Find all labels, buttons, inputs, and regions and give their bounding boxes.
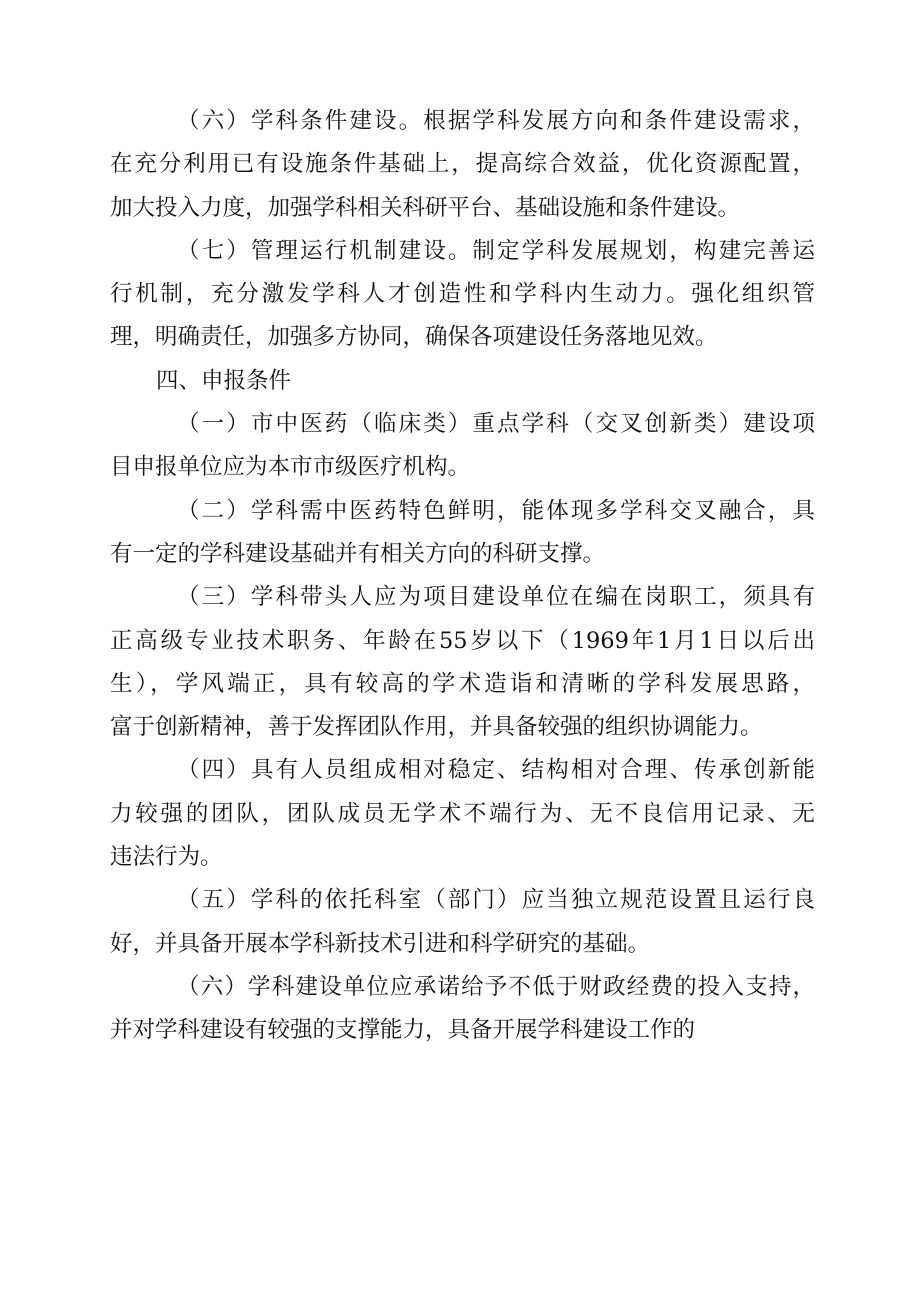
paragraph-seven-line-2: 行机制，充分激发学科人才创造性和学科内生动力。强化组织管	[110, 281, 815, 308]
paragraph-seven-line-3: 理，明确责任，加强多方协同，确保各项建设任务落地见效。	[110, 324, 718, 351]
section-heading-four: 四、申报条件	[156, 367, 292, 394]
condition-six-line-2: 并对学科建设有较强的支撑能力，具备开展学科建设工作的	[110, 1017, 696, 1044]
condition-three-line-2: 正高级专业技术职务、年龄在55岁以下（1969年1月1日以后出	[110, 627, 815, 654]
condition-four-line-1: （四）具有人员组成相对稳定、结构相对合理、传承创新能	[177, 757, 815, 784]
condition-four-line-2: 力较强的团队，团队成员无学术不端行为、无不良信用记录、无	[110, 800, 815, 827]
paragraph-six-line-1: （六）学科条件建设。根据学科发展方向和条件建设需求，	[177, 108, 815, 134]
condition-four-line-3: 违法行为。	[110, 844, 223, 871]
condition-three-line-1: （三）学科带头人应为项目建设单位在编在岗职工，须具有	[177, 584, 815, 611]
condition-three-line-3: 生），学风端正，具有较高的学术造诣和清晰的学科发展思路，	[110, 670, 815, 697]
condition-six-line-1: （六）学科建设单位应承诺给予不低于财政经费的投入支持，	[177, 973, 815, 1000]
condition-five-line-1: （五）学科的依托科室（部门）应当独立规范设置且运行良	[177, 887, 815, 914]
paragraph-six-line-2: 在充分利用已有设施条件基础上，提高综合效益，优化资源配置，	[110, 151, 815, 178]
paragraph-six-line-3: 加大投入力度，加强学科相关科研平台、基础设施和条件建设。	[110, 194, 741, 221]
condition-one-line-1: （一）市中医药（临床类）重点学科（交叉创新类）建设项	[177, 411, 815, 438]
condition-two-line-2: 有一定的学科建设基础并有相关方向的科研支撑。	[110, 540, 606, 567]
condition-two-line-1: （二）学科需中医药特色鲜明，能体现多学科交叉融合，具	[177, 497, 815, 524]
condition-five-line-2: 好，并具备开展本学科新技术引进和科学研究的基础。	[110, 930, 651, 957]
paragraph-seven-line-1: （七）管理运行机制建设。制定学科发展规划，构建完善运	[177, 237, 815, 264]
document-body	[110, 100, 815, 1053]
condition-one-line-2: 目申报单位应为本市市级医疗机构。	[110, 454, 471, 481]
condition-three-line-4: 富于创新精神，善于发挥团队作用，并具备较强的组织协调能力。	[110, 714, 763, 741]
